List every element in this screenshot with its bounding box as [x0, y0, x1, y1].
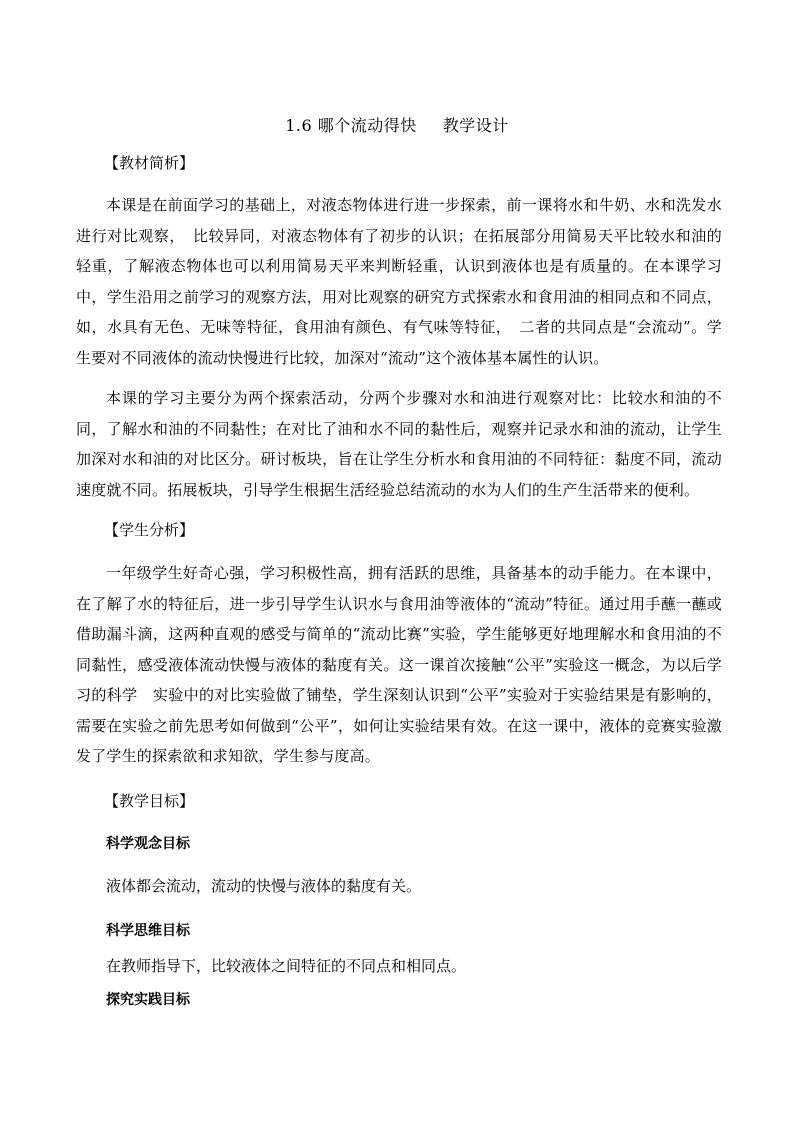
text-thinking-objective: 在教师指导下，比较液体之间特征的不同点和相同点。: [106, 957, 467, 975]
paragraph-student: 一年级学生好奇心强，学习积极性高，拥有活跃的思维，具备基本的动手能力。在本课中，在了解了水的特征后，进一步引导学生认识水与食用油等液体的“流动”特征。通过用手蘸一蘸或借助漏斗滴，这两种直观的感受与简单的“流动比赛”实验，学生能够更好地理解水和食用油的不同黏性，感受液体流动快慢与液体的黏度有关。这一课首次接触“公平”实验这一概念，为以后学习的科学 实验中的对比实验做了铺垫，学生深刻认识到“公平”实验对于实验结果是有影响的，需要在实验之前先思考如何做到“公平”，如何让实验结果有效。在这一课中，液体的竞赛实验激发了学生的探索欲和求知欲，学生参与度高。: [76, 564, 722, 765]
heading-teaching-objectives: 【教学目标】: [104, 792, 195, 810]
title-lesson: 1.6 哪个流动得快: [285, 116, 417, 135]
paragraph-textbook-2: 本课的学习主要分为两个探索活动，分两个步骤对水和油进行观察对比：比较水和油的不同，了解水和油的不同黏性；在对比了油和水不同的黏性后，观察并记录水和油的流动，让学生加深对水和油的对比区分。研讨板块，旨在让学生分析水和食用油的不同特征：黏度不同，流动速度就不同。拓展板块，引导学生根据生活经验总结流动的水为人们的生产生活带来的便利。: [76, 389, 722, 499]
document-title: [0, 113, 794, 136]
subheading-practice-objective: 探究实践目标: [106, 992, 190, 1008]
title-suffix: 教学设计: [442, 116, 509, 135]
paragraph-textbook-1: 本课是在前面学习的基础上，对液态物体进行进一步探索，前一课将水和牛奶、水和洗发水进行对比观察， 比较异同，对液态物体有了初步的认识；在拓展部分用简易天平比较水和油的轻重，了解液态物体也可以利用简易天平来判断轻重，认识到液体也是有质量的。在本课学习中，学生沿用之前学习的观察方法，用对比观察的研究方式探索水和食用油的相同点和不同点，如，水具有无色、无味等特征，食用油有颜色、有气味等特征， 二者的共同点是“会流动”。学生要对不同液体的流动快慢进行比较，加深对“流动”这个液体基本属性的认识。: [76, 196, 722, 367]
subheading-thinking-objective: 科学思维目标: [106, 923, 190, 939]
text-concept-objective: 液体都会流动，流动的快慢与液体的黏度有关。: [106, 877, 422, 895]
heading-textbook-analysis: 【教材简析】: [104, 154, 195, 172]
subheading-concept-objective: 科学观念目标: [106, 836, 190, 852]
heading-student-analysis: 【学生分析】: [104, 521, 195, 539]
